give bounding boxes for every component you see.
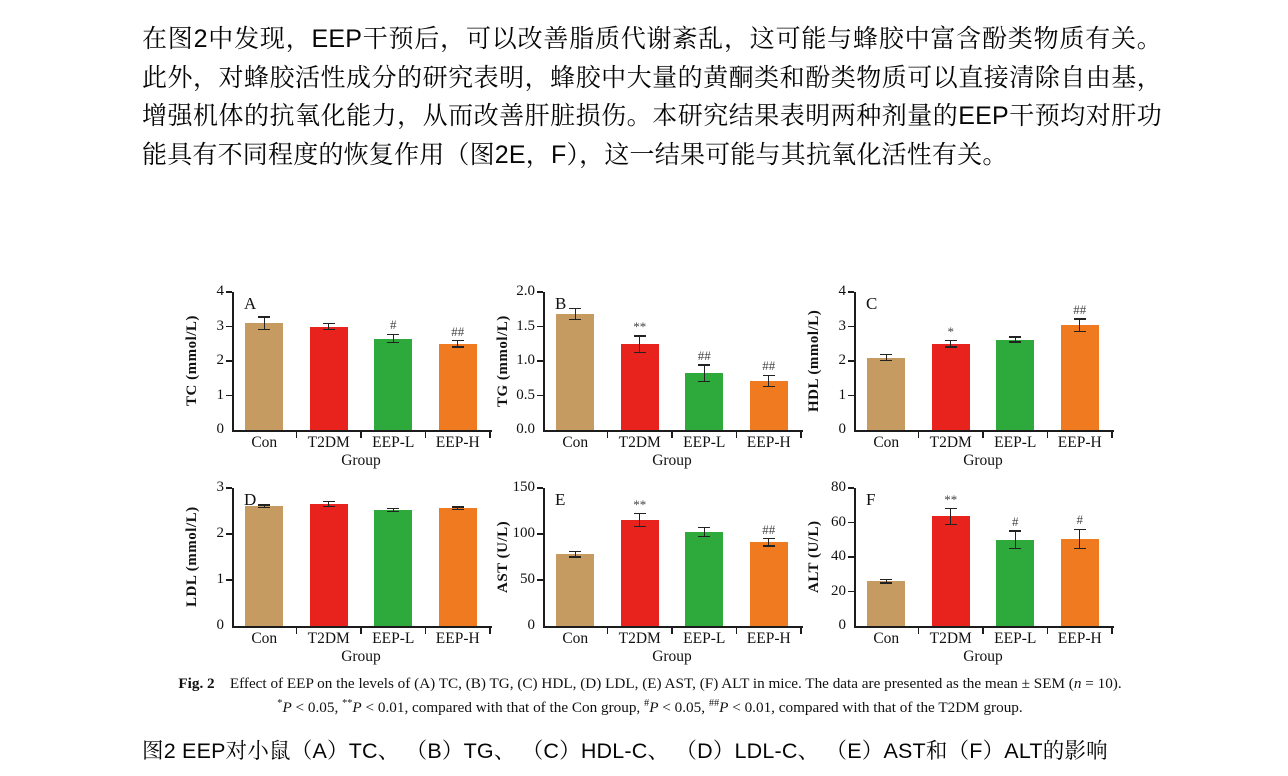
error-bar-cap-bottom <box>880 582 892 583</box>
y-axis-title: AST (U/L) <box>495 520 511 594</box>
y-tick-label: 80 <box>831 479 846 495</box>
error-bar-cap-top <box>634 335 646 336</box>
bar-con <box>245 506 283 626</box>
y-tick-label: 2 <box>216 525 224 541</box>
y-tick-label: 3 <box>216 479 224 495</box>
panel-letter: A <box>244 294 257 313</box>
error-bar <box>264 317 265 329</box>
significance-marker: * <box>947 323 954 339</box>
y-axis <box>543 292 545 430</box>
panel-letter: C <box>866 294 878 313</box>
x-category-label: EEP-H <box>746 630 791 647</box>
error-bar-cap-bottom <box>1074 548 1086 549</box>
error-bar-cap-bottom <box>569 556 581 557</box>
bar-con <box>556 554 594 626</box>
x-axis <box>232 430 492 432</box>
panel-letter: F <box>866 490 876 509</box>
y-axis-title: TC (mmol/L) <box>184 315 200 407</box>
y-tick-label: 2.0 <box>516 283 535 299</box>
y-tick-mark <box>848 291 854 293</box>
error-bar <box>1079 319 1080 331</box>
x-category-label: T2DM <box>307 434 350 451</box>
significance-marker: ## <box>1073 301 1087 317</box>
x-category-label: EEP-H <box>746 434 791 451</box>
y-tick-label: 150 <box>512 479 535 495</box>
y-tick-mark <box>537 487 543 489</box>
error-bar-cap-top <box>698 364 710 365</box>
bar-eep-l <box>374 339 412 430</box>
error-bar-cap-top <box>323 501 335 502</box>
error-bar-cap-bottom <box>945 524 957 525</box>
x-axis-title: Group <box>341 452 381 469</box>
x-axis <box>232 626 492 628</box>
y-axis <box>232 488 234 626</box>
figure-2 <box>180 280 1113 672</box>
y-tick-label: 0 <box>216 421 224 437</box>
figure-caption-line2: *P < 0.05, **P < 0.01, compared with that of the Con group, #P < 0.05, ##P < 0.01, compared with that of the T2DM group. <box>277 697 1023 716</box>
figure-caption-line1: Fig. 2 Effect of EEP on the levels of (A) TC, (B) TG, (C) HDL, (D) LDL, (E) AST, (F) ALT in mice. The data are presented as the mean ± SEM (n = 10). <box>178 675 1122 692</box>
error-bar-cap-bottom <box>634 352 646 353</box>
error-bar <box>639 514 640 527</box>
error-bar <box>1079 529 1080 548</box>
bar-con <box>556 314 594 430</box>
error-bar-cap-top <box>1009 530 1021 531</box>
panel-letter: B <box>555 294 567 313</box>
y-tick-mark <box>537 395 543 397</box>
y-tick-label: 0 <box>216 617 224 633</box>
error-bar-cap-bottom <box>323 329 335 330</box>
error-bar-cap-bottom <box>698 536 710 537</box>
y-tick-label: 1.5 <box>516 317 535 334</box>
x-category-label: Con <box>873 434 900 451</box>
x-axis-title: Group <box>963 452 1003 469</box>
x-axis <box>854 430 1114 432</box>
y-axis-title: LDL (mmol/L) <box>184 506 200 608</box>
error-bar-cap-top <box>1074 318 1086 319</box>
chart-panel-F <box>802 476 1113 672</box>
bar-eep-l <box>996 540 1034 626</box>
error-bar-cap-bottom <box>634 526 646 527</box>
chart-panel-E <box>491 476 802 672</box>
x-category-label: EEP-H <box>1057 434 1102 451</box>
y-tick-label: 4 <box>838 283 846 299</box>
error-bar-cap-bottom <box>763 545 775 546</box>
y-tick-mark <box>848 326 854 328</box>
x-category-label: T2DM <box>307 630 350 647</box>
error-bar-cap-top <box>698 527 710 528</box>
error-bar-cap-top <box>387 334 399 335</box>
error-bar-cap-top <box>945 340 957 341</box>
error-bar-cap-top <box>1009 336 1021 337</box>
error-bar-cap-bottom <box>1009 548 1021 549</box>
error-bar-cap-top <box>763 538 775 539</box>
x-category-label: EEP-L <box>683 434 726 451</box>
y-axis <box>854 488 856 626</box>
error-bar-cap-bottom <box>387 511 399 512</box>
error-bar <box>639 336 640 353</box>
x-category-label: Con <box>562 630 589 647</box>
significance-marker: ## <box>451 323 465 339</box>
error-bar-cap-top <box>258 316 270 317</box>
bar-eep-l <box>996 340 1034 430</box>
error-bar-cap-bottom <box>452 346 464 347</box>
error-bar <box>704 365 705 382</box>
error-bar-cap-bottom <box>258 329 270 330</box>
error-bar-cap-top <box>258 504 270 505</box>
x-category-label: T2DM <box>929 630 972 647</box>
bar-t2dm <box>310 504 348 626</box>
significance-marker: ## <box>762 358 776 374</box>
y-tick-mark <box>537 360 543 362</box>
chart-panel-B <box>491 280 802 476</box>
chart-panel-D <box>180 476 491 672</box>
y-tick-label: 3 <box>216 317 224 334</box>
error-bar-cap-bottom <box>698 381 710 382</box>
x-axis-title: Group <box>652 648 692 665</box>
error-bar-cap-top <box>945 508 957 509</box>
y-tick-label: 2 <box>838 352 846 368</box>
error-bar-cap-bottom <box>1009 341 1021 342</box>
y-axis-title: HDL (mmol/L) <box>806 309 822 413</box>
y-tick-label: 0 <box>838 617 846 633</box>
error-bar <box>1015 531 1016 548</box>
y-tick-label: 1 <box>216 571 224 587</box>
y-tick-label: 0 <box>838 421 846 437</box>
y-tick-label: 0.0 <box>516 421 535 437</box>
x-category-label: EEP-L <box>372 630 415 647</box>
bar-eep-h <box>1061 325 1099 430</box>
error-bar-cap-bottom <box>1074 331 1086 332</box>
x-axis-title: Group <box>341 648 381 665</box>
x-category-label: Con <box>873 630 900 647</box>
error-bar-cap-top <box>1074 529 1086 530</box>
chart-panel-C <box>802 280 1113 476</box>
bar-con <box>245 323 283 430</box>
y-tick-mark <box>537 579 543 581</box>
x-category-label: EEP-H <box>435 434 480 451</box>
x-axis-title: Group <box>963 648 1003 665</box>
x-category-label: Con <box>562 434 589 451</box>
error-bar-cap-top <box>880 579 892 580</box>
y-tick-label: 3 <box>838 317 846 334</box>
bar-t2dm <box>621 344 659 430</box>
y-tick-label: 2 <box>216 352 224 368</box>
y-tick-mark <box>537 326 543 328</box>
bar-t2dm <box>932 516 970 626</box>
error-bar-cap-bottom <box>323 506 335 507</box>
bar-con <box>867 358 905 430</box>
y-tick-label: 4 <box>216 283 224 299</box>
y-tick-mark <box>848 487 854 489</box>
error-bar <box>950 509 951 525</box>
bar-eep-l <box>374 510 412 626</box>
y-tick-label: 0.5 <box>516 386 535 403</box>
y-axis <box>232 292 234 430</box>
bar-eep-h <box>1061 539 1099 626</box>
y-tick-mark <box>848 522 854 524</box>
y-tick-label: 100 <box>512 525 535 541</box>
y-tick-mark <box>537 291 543 293</box>
x-category-label: EEP-H <box>1057 630 1102 647</box>
error-bar-cap-top <box>880 354 892 355</box>
y-tick-label: 20 <box>831 582 846 599</box>
y-tick-mark <box>226 533 232 535</box>
significance-marker: ## <box>697 348 711 364</box>
error-bar-cap-top <box>387 508 399 509</box>
x-category-label: EEP-L <box>994 630 1037 647</box>
error-bar-cap-bottom <box>387 342 399 343</box>
y-tick-mark <box>226 326 232 328</box>
y-tick-mark <box>226 579 232 581</box>
chart-panel-A <box>180 280 491 476</box>
y-axis-title: TG (mmol/L) <box>495 315 511 407</box>
y-tick-label: 40 <box>831 548 846 564</box>
figure-caption-chinese: 图2 EEP对小鼠（A）TC、 （B）TG、 （C）HDL-C、 （D）LDL-C、 （E）AST和（F）ALT的影响 <box>142 739 1108 763</box>
y-tick-mark <box>848 360 854 362</box>
y-tick-mark <box>226 395 232 397</box>
significance-marker: # <box>1012 514 1019 530</box>
x-axis <box>854 626 1114 628</box>
y-tick-mark <box>848 395 854 397</box>
error-bar-cap-bottom <box>763 386 775 387</box>
y-tick-label: 50 <box>520 571 535 587</box>
error-bar-cap-bottom <box>569 319 581 320</box>
x-category-label: Con <box>251 630 278 647</box>
error-bar-cap-bottom <box>452 509 464 510</box>
bar-eep-h <box>750 381 788 430</box>
x-category-label: EEP-L <box>994 434 1037 451</box>
significance-marker: ** <box>944 491 958 507</box>
error-bar-cap-top <box>323 323 335 324</box>
bar-t2dm <box>310 327 348 431</box>
y-tick-mark <box>226 291 232 293</box>
x-category-label: EEP-L <box>372 434 415 451</box>
x-category-label: EEP-H <box>435 630 480 647</box>
significance-marker: # <box>1076 512 1083 528</box>
bar-eep-h <box>439 344 477 430</box>
x-axis-title: Group <box>652 452 692 469</box>
error-bar-cap-top <box>452 506 464 507</box>
y-tick-mark <box>226 487 232 489</box>
x-category-label: T2DM <box>929 434 972 451</box>
y-axis <box>854 292 856 430</box>
significance-marker: ## <box>762 521 776 537</box>
error-bar-cap-top <box>569 308 581 309</box>
y-tick-label: 1 <box>838 386 846 403</box>
x-category-label: Con <box>251 434 278 451</box>
error-bar-cap-top <box>569 551 581 552</box>
body-paragraph: 在图2中发现，EEP干预后，可以改善脂质代谢紊乱，这可能与蜂胶中富含酚类物质有关。此外，对蜂胶活性成分的研究表明，蜂胶中大量的黄酮类和酚类物质可以直接清除自由基，增强机体的抗氧化能力，从而改善肝脏损伤。本研究结果表明两种剂量的EEP干预均对肝功能具有不同程度的恢复作用（图2E，F），这一结果可能与其抗氧化活性有关。 <box>142 25 1162 169</box>
significance-marker: ** <box>633 496 647 512</box>
error-bar-cap-top <box>634 513 646 514</box>
x-axis <box>543 626 803 628</box>
y-tick-mark <box>537 533 543 535</box>
y-tick-label: 1 <box>216 386 224 403</box>
significance-marker: # <box>390 317 397 333</box>
bar-con <box>867 581 905 626</box>
error-bar-cap-top <box>763 375 775 376</box>
bar-t2dm <box>621 520 659 626</box>
y-tick-label: 1.0 <box>516 352 535 368</box>
x-category-label: T2DM <box>618 434 661 451</box>
bar-eep-h <box>439 508 477 626</box>
x-axis <box>543 430 803 432</box>
x-category-label: T2DM <box>618 630 661 647</box>
y-tick-mark <box>848 556 854 558</box>
y-tick-label: 60 <box>831 513 846 530</box>
error-bar-cap-top <box>452 340 464 341</box>
x-category-label: EEP-L <box>683 630 726 647</box>
y-axis <box>543 488 545 626</box>
bar-t2dm <box>932 344 970 430</box>
y-axis-title: ALT (U/L) <box>806 520 822 594</box>
y-tick-label: 0 <box>527 617 535 633</box>
panel-letter: E <box>555 490 566 509</box>
bar-eep-h <box>750 542 788 626</box>
figure-caption-english <box>150 674 1150 717</box>
y-tick-mark <box>226 360 232 362</box>
error-bar-cap-bottom <box>880 360 892 361</box>
panel-letter: D <box>244 490 257 509</box>
y-tick-mark <box>848 591 854 593</box>
significance-marker: ** <box>633 319 647 335</box>
error-bar-cap-bottom <box>945 346 957 347</box>
error-bar-cap-bottom <box>258 507 270 508</box>
bar-eep-l <box>685 532 723 626</box>
